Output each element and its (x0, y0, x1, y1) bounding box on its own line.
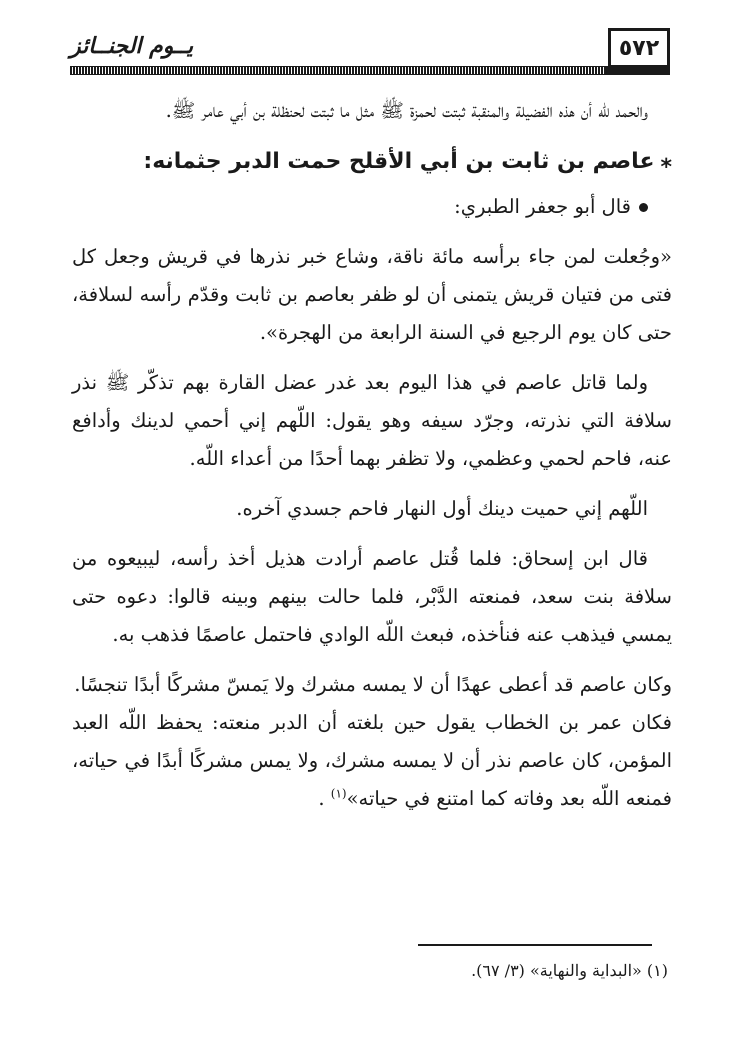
paragraph-2: «وجُعلت لمن جاء برأسه مائة ناقة، وشاع خبر نذرها في قريش وجعل كل فتى من فتيان قريش يتمنى أن لو ظفر بعاصم بن ثابت وقدّم رأسه لسلافة، حتى كان يوم الرجيع في السنة الرابعة من الهجرة». (72, 245, 672, 344)
page-body (72, 92, 672, 830)
paragraph-7-end: . (318, 787, 331, 810)
paragraph-4: اللّهم إني حميت دينك أول النهار فاحم جسدي آخره. (236, 497, 648, 520)
footnote-reference: (١) (330, 786, 347, 801)
bullet-icon (639, 203, 648, 212)
attribution-text: قال أبو جعفر الطبري: (454, 195, 631, 218)
paragraph-7 (72, 704, 672, 818)
header-rule-tail (606, 66, 670, 75)
section-heading (72, 142, 672, 182)
header-rule (70, 66, 608, 75)
footnote: (١) «البداية والنهاية» (٣/ ٦٧). (471, 961, 668, 980)
paragraph-7-text: فكان عمر بن الخطاب يقول حين بلغته أن الدبر منعته: يحفظ اللّه العبد المؤمن، كان عاصم نذر أن لا يمسه مشرك، ولا يمس مشركًا أبدًا في حياته، فمنعه اللّه بعد وفاته كما امتنع في حياته» (72, 711, 672, 810)
section-heading-text: عاصم بن ثابت بن أبي الأقلح حمت الدبر جثمانه: (143, 149, 655, 174)
page-number-box (608, 28, 670, 68)
paragraph-1: والحمد للّه أن هذه الفضيلة والمنقبة ثبتت لحمزة ﷺ مثل ما ثبتت لحنظلة بن أبي عامر ﷺ. (165, 99, 648, 122)
paragraph-6: وكان عاصم قد أعطى عهدًا أن لا يمسه مشرك ولا يَمسّ مشركًا أبدًا تنجسًا. (74, 673, 672, 696)
paragraph-3: ولما قاتل عاصم في هذا اليوم بعد غدر عضل القارة بهم تذكّر ﷺ نذر سلافة التي نذرته، وجرّد سيفه وهو يقول: اللّهم إني أحمي لدينك وأدافع عنه، فاحم لحمي وعظمي، ولا تظفر بهما أحدًا من أعداء اللّه. (72, 371, 672, 470)
attribution-line (72, 188, 672, 226)
page-number: ٥٧٢ (618, 35, 660, 61)
paragraph-5: قال ابن إسحاق: فلما قُتل عاصم أرادت هذيل أخذ رأسه، ليبيعوه من سلافة بنت سعد، فمنعته الدَّبْر، فلما حالت بينهم وبينه قالوا: دعوه حتى يمسي فيذهب عنه فنأخذه، فبعث اللّه الوادي فاحتمل عاصمًا فذهب به. (72, 547, 672, 646)
running-title: يــوم الجنــائز (70, 34, 194, 59)
heading-star-mark: ⁎ (660, 149, 672, 174)
footnote-rule (418, 944, 652, 946)
